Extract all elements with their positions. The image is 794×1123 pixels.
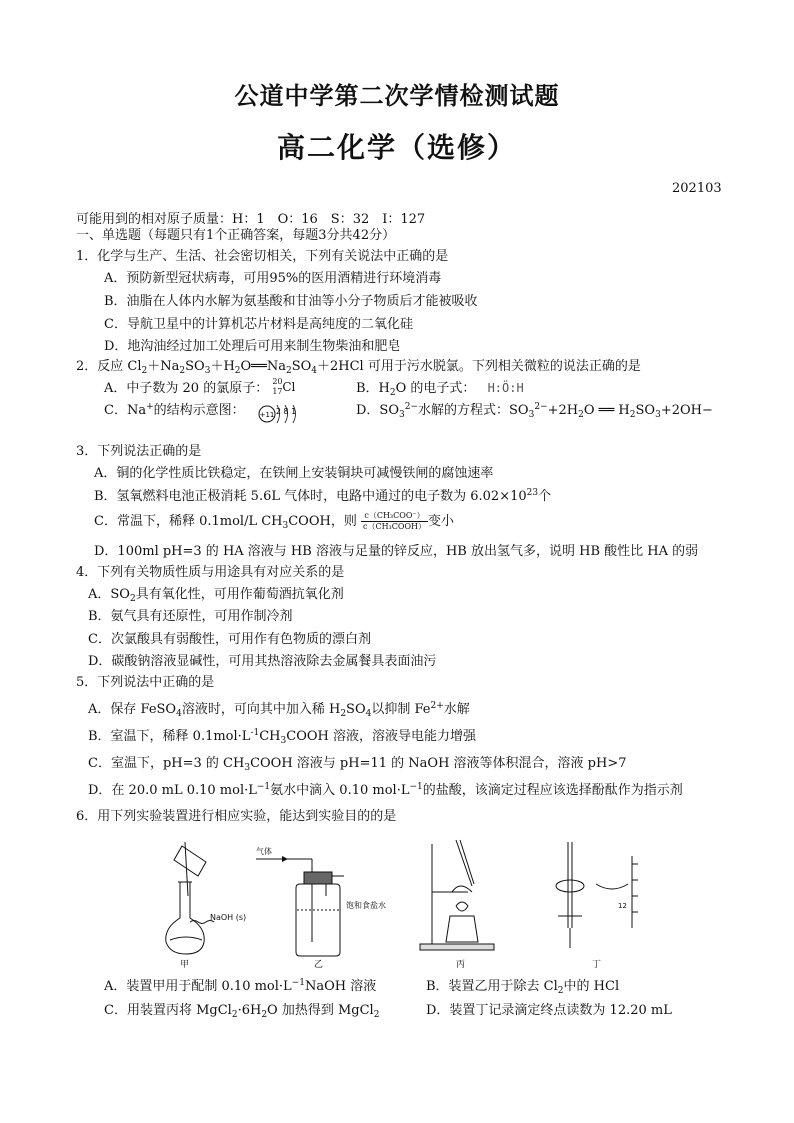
label-brine: 饱和食盐水 [346, 901, 386, 910]
exam-title: 公道中学第二次学情检测试题 [234, 81, 560, 110]
question-6-option-d: D．装置丁记录滴定终点读数为 12.20 mL [426, 1003, 672, 1018]
apparatus-jia [166, 842, 246, 970]
question-4-stem: 4．下列有关物质性质与用途具有对应关系的是 [76, 565, 345, 580]
question-3-option-d: D．100ml pH=3 的 HA 溶液与 HB 溶液与足量的锌反应，HB 放出氢气多，说明 HB 酸性比 HA 的弱 [94, 544, 699, 559]
sodium-ion-structure-diagram [258, 402, 306, 426]
question-5-option-c: C．室温下，pH=3 的 $CH_3COOH$ 溶液与 pH=11 的 NaOH 溶液等体积混合，溶液 pH>7 [88, 756, 627, 773]
question-5-option-d: D．在 20.0 mL 0.10 $mol\cdot L^{-1}$氨水中滴入 0.10 $mol\cdot L^{-1}$的盐酸，该滴定过程应该选择酚酞作为指示剂 [88, 782, 683, 798]
question-2-option-c: C．Na+的结构示意图： [104, 402, 245, 418]
question-6-option-b: B．装置乙用于除去 $Cl_2$中的 HCl [426, 979, 620, 996]
electron-formula: H:Ö:H [487, 381, 524, 395]
question-2-stem: 2．反应 $Cl_2+Na_2SO_3+H_2O══Na_2SO_4+2HCl$ 可用于污水脱氯。下列相关微粒的说法正确的是 [76, 359, 641, 376]
apparatus-ding [556, 842, 638, 970]
question-1-option-c: C．导航卫星中的计算机芯片材料是高纯度的二氧化硅 [104, 317, 413, 332]
label-naoh: NaOH (s) [210, 913, 247, 922]
question-3-option-c: C．常温下，稀释 0.1mol/L $CH_3COOH$，则 $\frac{\text{c（CH₃COO⁻）}}{\text{c（CH₃COOH）}}$ 变小 [94, 511, 454, 531]
question-5-option-a: A．保存 FeSO$_4$溶液时，可向其中加入稀 $H_2SO_4$以抑制 $Fe^{2+}$水解 [88, 701, 470, 719]
isotope-symbol: 20 17 Cl [272, 377, 296, 396]
question-5-stem: 5．下列说法中正确的是 [76, 675, 215, 690]
question-3-stem: 3．下列说法正确的是 [76, 444, 202, 459]
question-1-option-a: A．预防新型冠状病毒，可用95%的医用酒精进行环境消毒 [104, 271, 442, 286]
nucleus-charge: +11 [259, 411, 275, 419]
question-5-option-b: B．室温下，稀释 $0.1mol\cdot L^{-1}CH_3COOH$ 溶液，溶液导电能力增强 [88, 728, 476, 746]
label-gas: 气体 [256, 847, 272, 856]
question-3-option-b: B．氢氧燃料电池正极消耗 5.6L 气体时，电路中通过的电子数为 $6.02\times 10^{23}$个 [94, 488, 552, 504]
electron-shells: 2 8 1 [275, 407, 297, 416]
question-4-option-d: D．碳酸钠溶液显碱性，可用其热溶液除去金属餐具表面油污 [88, 654, 437, 669]
apparatus-figure [160, 836, 660, 970]
question-3-option-a: A．铜的化学性质比铁稳定，在铁闸上安装铜块可减慢铁闸的腐蚀速率 [94, 466, 494, 481]
question-1-option-b: B．油脂在人体内水解为氨基酸和甘油等小分子物质后才能被吸收 [104, 294, 478, 309]
label-jia: 甲 [180, 960, 190, 970]
question-2-option-a: A．中子数为 20 的氯原子： 20 17 Cl [104, 377, 298, 396]
label-ding: 丁 [592, 960, 602, 970]
question-1-option-d: D．地沟油经过加工处理后可用来制生物柴油和肥皂 [104, 339, 401, 354]
label-yi: 乙 [314, 960, 324, 970]
question-6-stem: 6．用下列实验装置进行相应实验，能达到实验目的的是 [76, 809, 397, 824]
question-6-option-c: C．用装置丙将 $MgCl_2\cdot 6H_2O$ 加热得到 MgCl$_2$ [104, 1003, 380, 1020]
question-6-option-a: A．装置甲用于配制 0.10 $mol\cdot L^{-1}NaOH$ 溶液 [104, 978, 377, 994]
apparatus-yi [256, 846, 386, 970]
label-scale: 12 [618, 902, 627, 910]
exam-date: 202103 [672, 181, 722, 196]
question-4-option-b: B．氨气具有还原性，可用作制冷剂 [88, 609, 293, 624]
label-bing: 丙 [456, 960, 466, 970]
exam-subtitle: 高二化学（选修） [276, 131, 517, 164]
question-2-option-b: B．$H_2O$ 的电子式： H:Ö:H [356, 381, 524, 398]
apparatus-bing [420, 840, 494, 970]
question-2-option-d: D．$SO_3^{2-}$水解的方程式：$SO_3^{2-}+2H_2O$ ══ $H_2SO_3+2OH-$ [356, 402, 713, 420]
question-4-option-c: C．次氯酸具有弱酸性，可用作有色物质的漂白剂 [88, 632, 371, 647]
section-heading: 一、单选题（每题只有1个正确答案，每题3分共42分） [76, 228, 396, 243]
atomic-masses: 可能用到的相对原子质量：H：1 O：16 S：32 I：127 [76, 212, 426, 227]
concentration-ratio: $\frac{\text{c（CH₃COO⁻）}}{\text{c（CH₃COOH）}}$ [362, 511, 426, 531]
question-1-stem: 1．化学与生产、生活、社会密切相关，下列有关说法中正确的是 [76, 249, 449, 264]
question-4-option-a: A．$SO_2$具有氧化性，可用作葡萄酒抗氧化剂 [88, 587, 344, 604]
